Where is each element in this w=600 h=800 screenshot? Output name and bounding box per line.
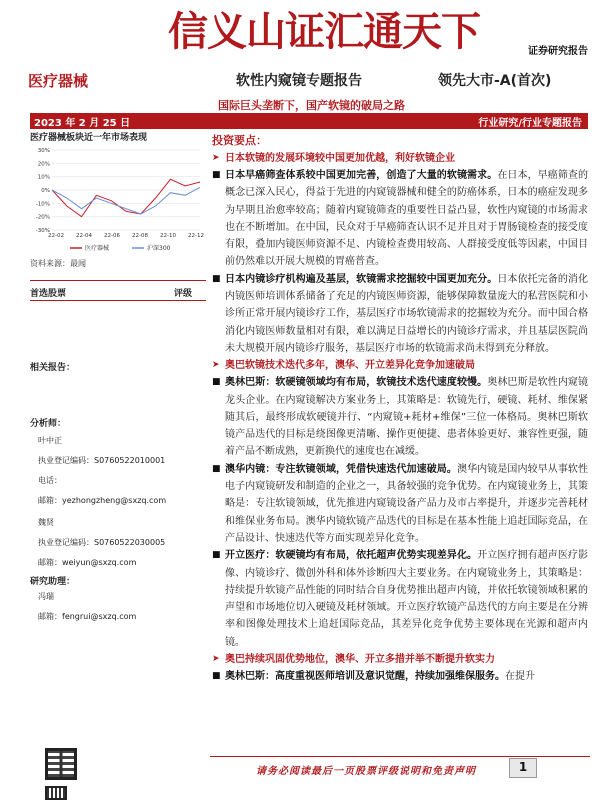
preferred-stock-label: 首选股票 bbox=[30, 289, 67, 299]
stock-rating-label: 评级 bbox=[173, 289, 192, 299]
report-category: 行业研究/行业专题报告 bbox=[478, 118, 582, 129]
y-tick-label: -10% bbox=[35, 201, 50, 208]
arrow-bullet-icon: ➤ bbox=[212, 360, 220, 371]
date-category-bar bbox=[30, 113, 588, 129]
y-tick-label: 0% bbox=[41, 188, 50, 194]
analyst-name: 魏贤 bbox=[38, 518, 54, 527]
paragraph: ■ 开立医疗：软硬镜均有布局，依托超声优势实现差异化。开立医疗拥有超声医疗影像、内镜诊疗、微创外科和体外诊断四大主要业务。在内窥镜业务上，其策略是：持续提升软镜产品性能的同时结合自身优势推出超声内镜，并依托软镜领域积累的声望和市场地位切入硬镜及耗材领域。开立医疗软镜产品迭代的方向主要是在分辨率和图像处理技术上追赶国际竞品，其差异化竞争优势主要体现在光源和超声内镜。 bbox=[212, 547, 588, 651]
paragraph: ■ 奥林巴斯：软硬镜领域均有布局，软镜技术迭代速度较慢。奥林巴斯是软性内窥镜龙头企业。在内窥镜解决方案业务上，其策略是：软镜先行，硬镜、耗材、维保紧随其后，最终形成软硬镜并行、“内窥镜+耗材+维保”三位一体格局。奥林巴斯软镜产品迭代的目标是绕图像更清晰、操作更便捷、患者体验更好、兼容性更强，随着产品不断成熟，更新换代的速度也在减缓。 bbox=[212, 374, 588, 460]
section-heading: ➤ 奥巴软镜技术迭代多年，澳华、开立差异化竞争加速破局 bbox=[212, 357, 588, 374]
market-performance-chart bbox=[30, 144, 206, 262]
arrow-bullet-icon: ➤ bbox=[212, 654, 220, 665]
x-tick-label: 22-02 bbox=[48, 233, 64, 239]
paragraph: ■ 日本内镜诊疗机构遍及基层，软镜需求挖掘较中国更加充分。日本依托完备的消化内镜医师培训体系储备了充足的内镜医师资源，能够保障数量庞大的私营医院和小诊所正常开展内镜诊疗工作，基层医疗市场软镜需求的挖掘较为充分。而中国合格消化内镜医师数量相对有限，难以满足日益增长的内镜诊疗需求，并且基层医院尚未大规模开展内镜诊疗服务，基层医疗市场的软镜需求尚未得到充分释放。 bbox=[212, 271, 588, 357]
square-bullet-icon: ■ bbox=[212, 273, 221, 284]
assistant bbox=[38, 587, 136, 627]
legend-label: 沪深300 bbox=[147, 245, 171, 252]
analyst-email[interactable]: 邮箱：yezhongzheng@sxzq.com bbox=[38, 496, 167, 505]
report-type-tag: 证券研究报告 bbox=[528, 46, 588, 57]
y-tick-label: -20% bbox=[35, 214, 50, 221]
x-tick-label: 22-12 bbox=[188, 233, 204, 239]
industry-rating: 领先大市-A(首次) bbox=[438, 73, 552, 89]
sidebar bbox=[30, 130, 206, 621]
analyst-email[interactable]: 邮箱：weiyun@sxzq.com bbox=[38, 558, 137, 567]
y-tick-label: 30% bbox=[37, 148, 50, 154]
report-date: 2023 年 2 月 25 日 bbox=[34, 118, 131, 129]
chart-source: 资料来源：最闻 bbox=[30, 259, 86, 268]
section-heading: ➤ 日本软镜的发展环境较中国更加优越，利好软镜企业 bbox=[212, 150, 588, 167]
assistant-email[interactable]: 邮箱：fengrui@sxzq.com bbox=[38, 612, 137, 621]
analyst-2 bbox=[38, 513, 165, 573]
square-bullet-icon: ■ bbox=[212, 671, 221, 682]
analysts-label: 分析师： bbox=[30, 419, 67, 429]
preferred-stock-header bbox=[30, 286, 206, 299]
disclaimer: 请务必阅读最后一页股票评级说明和免责声明 bbox=[256, 766, 476, 777]
divider bbox=[30, 300, 206, 301]
y-tick-label: -30% bbox=[35, 228, 50, 234]
footer-divider bbox=[210, 756, 590, 757]
analyst-cert: 执业登记编码：S0760522030005 bbox=[38, 538, 166, 547]
y-tick-label: 20% bbox=[37, 161, 50, 168]
chart-title: 医疗器械板块近一年市场表现 bbox=[30, 133, 148, 143]
paragraph: ■ 澳华内镜：专注软镜领域，凭借快速迭代加速破局。澳华内镜是国内较早从事软性电子内窥镜研发和制造的企业之一，具备较强的竞争优势。在内窥镜业务上，其策略是：专注软镜领域，优先推进内窥镜设备产品力及市占率提升，并逐步完善耗材和维保业务布局。澳华内镜软镜产品迭代的目标是在基本性能上追赶国际竞品，在产品设计、快速迭代等方面实现差异化竞争。 bbox=[212, 461, 588, 547]
y-tick-label: 10% bbox=[37, 174, 50, 181]
analyst-1 bbox=[38, 431, 166, 511]
arrow-bullet-icon: ➤ bbox=[212, 153, 220, 163]
x-tick-label: 22-04 bbox=[76, 233, 92, 239]
square-bullet-icon: ■ bbox=[212, 170, 221, 180]
square-bullet-icon: ■ bbox=[212, 550, 221, 561]
divider bbox=[30, 280, 206, 281]
square-bullet-icon: ■ bbox=[212, 463, 221, 474]
investment-highlights-title: 投资要点： bbox=[212, 134, 267, 147]
barcode-icon bbox=[45, 786, 67, 800]
section-heading: ➤ 奥巴持续巩固优势地位，澳华、开立多措并举不断提升软实力 bbox=[212, 651, 588, 668]
analyst-cert: 执业登记编码：S0760522010001 bbox=[38, 456, 166, 465]
paragraph: ■ 日本早癌筛查体系较中国更加完善，创造了大量的软镜需求。在日本，早癌筛查的概念已深入民心，得益于先进的内窥镜器械和健全的防癌体系，日本的癌症发现多为早期且治愈率较高；随着内窥镜筛查的重要性日益凸显，软性内窥镜的市场需求也在不断增加。在中国，民众对于早癌筛查认识不足并且对于胃肠镜检查的接受度有限，叠加内镜医师资源不足、内镜检查费用较高、人群接受度低等因素，中国目前仍然难以开展大规模的胃癌普查。 bbox=[212, 167, 588, 271]
banner bbox=[0, 0, 600, 62]
page-number: 1 bbox=[518, 760, 528, 774]
industry-name: 医疗器械 bbox=[28, 72, 89, 90]
assistant-label: 研究助理： bbox=[30, 577, 76, 587]
report-subtitle: 国际巨头垄断下，国产软镜的破局之路 bbox=[218, 99, 405, 112]
series-line bbox=[52, 187, 200, 214]
legend-label: 医疗器械 bbox=[85, 245, 110, 252]
footer bbox=[0, 752, 600, 782]
analyst-name: 叶中正 bbox=[38, 436, 62, 445]
x-tick-label: 22-10 bbox=[160, 233, 176, 239]
assistant-name: 冯瑞 bbox=[38, 592, 54, 601]
main-content bbox=[212, 132, 588, 685]
related-reports-label: 相关报告： bbox=[30, 363, 76, 373]
analyst-phone: 电话： bbox=[38, 476, 62, 485]
brand-logo-text: 信义山证汇通天下 bbox=[168, 8, 480, 55]
x-tick-label: 22-06 bbox=[104, 233, 120, 239]
series-line bbox=[52, 179, 200, 216]
header-row bbox=[18, 64, 588, 90]
square-bullet-icon: ■ bbox=[212, 377, 221, 388]
x-tick-label: 22-08 bbox=[132, 233, 148, 239]
paragraph: ■ 奥林巴斯：高度重视医师培训及意识觉醒，持续加强维保服务。在提升 bbox=[212, 668, 588, 685]
page-number-box bbox=[509, 758, 537, 778]
report-title: 软性内窥镜专题报告 bbox=[236, 73, 362, 89]
